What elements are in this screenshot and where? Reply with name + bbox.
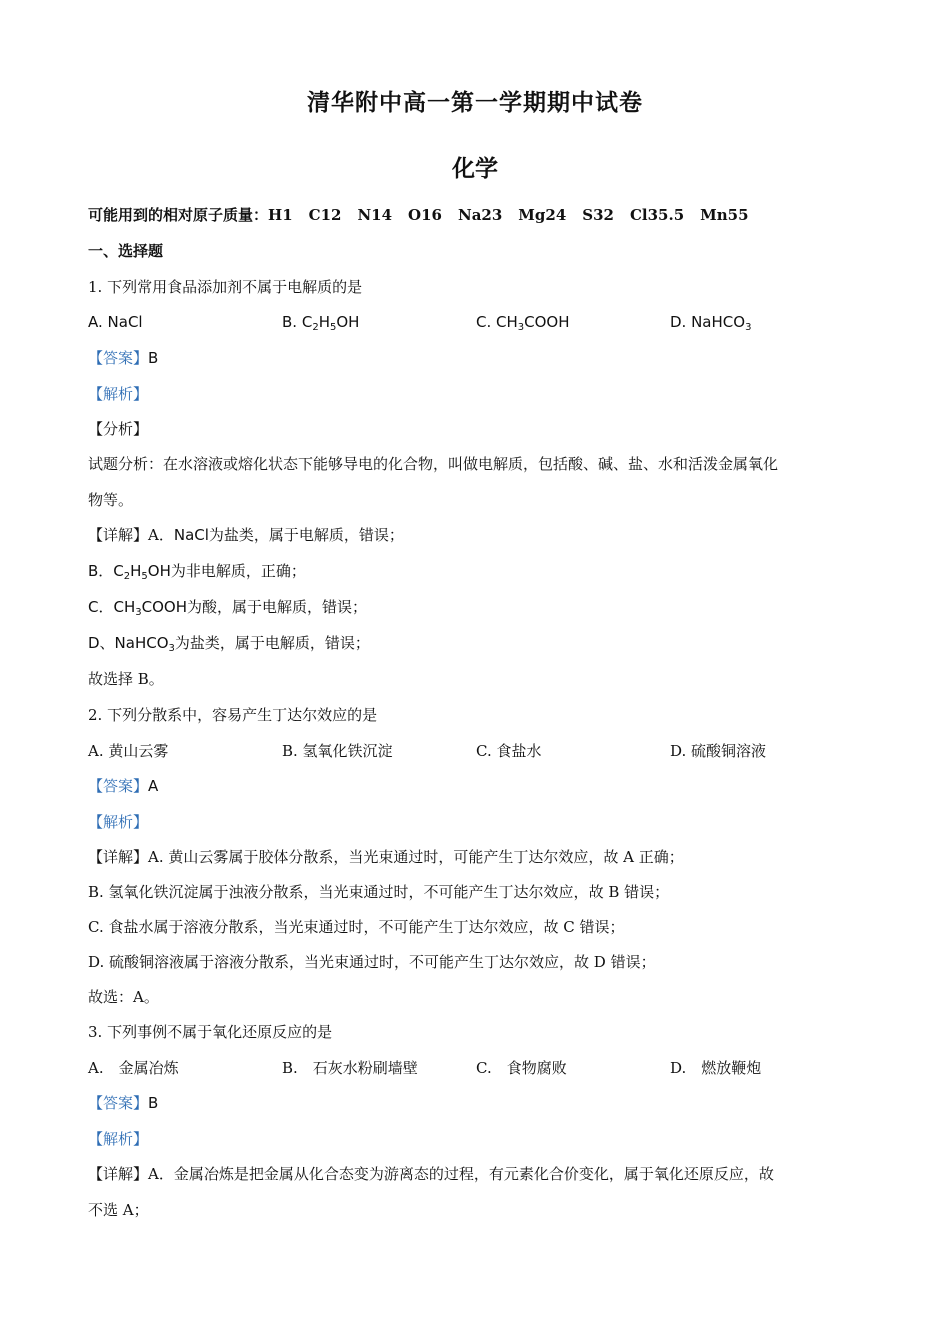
q1-stem: 1. 下列常用食品添加剂不属于电解质的是 <box>88 278 363 296</box>
mass-item: Na23 <box>457 206 503 224</box>
q1-answer <box>88 348 158 368</box>
q1-detail-d: D、NaHCO$_3$为盐类，属于电解质，错误； <box>88 634 370 654</box>
q1-detail-c: C．$CH_3COOH$为酸，属于电解质，错误； <box>88 598 367 618</box>
q2-detail-b: B. 氢氧化铁沉淀属于浊液分散系，当光束通过时，不可能产生丁达尔效应，故 B 错误； <box>88 883 670 901</box>
exam-title: 清华附中高一第一学期期中试卷 <box>307 90 643 116</box>
q1-analysis-tag: 【解析】 <box>88 385 149 403</box>
subject-title: 化学 <box>452 156 498 182</box>
q2-analysis-tag: 【解析】 <box>88 813 149 831</box>
q2-detail-c: C. 食盐水属于溶液分散系，当光束通过时，不可能产生丁达尔效应，故 C 错误； <box>88 918 625 936</box>
mass-item: H1 <box>268 206 293 224</box>
q1-fenxi-text-1: 试题分析：在水溶液或熔化状态下能够导电的化合物，叫做电解质，包括酸、碱、盐、水和活泼金属氧化 <box>88 455 779 473</box>
q1-fenxi-tag: 【分析】 <box>88 420 149 438</box>
mass-item: Mg24 <box>518 206 567 224</box>
answer-tag: 【答案】 <box>88 777 149 795</box>
q2-option-c: C. 食盐水 <box>476 742 542 760</box>
q2-option-a: A. 黄山云雾 <box>88 742 169 760</box>
answer-tag: 【答案】 <box>88 1094 149 1112</box>
q1-option-b: B. $C_2H_5OH$ <box>282 313 360 333</box>
q1-conclusion: 故选择 B。 <box>88 670 164 688</box>
q2-detail-a: 【详解】A. 黄山云雾属于胶体分散系，当光束通过时，可能产生丁达尔效应，故 A 正确； <box>88 848 684 866</box>
q3-option-d: D. 燃放鞭炮 <box>670 1059 762 1077</box>
q2-option-d: D. 硫酸铜溶液 <box>670 742 767 760</box>
q1-option-d: D. NaHCO$_3$ <box>670 313 752 333</box>
answer-tag: 【答案】 <box>88 349 149 367</box>
section-title: 一、选择题 <box>88 242 164 260</box>
q3-detail-a-2: 不选 A； <box>88 1201 149 1219</box>
q1-detail-a: 【详解】A．NaCl为盐类，属于电解质，错误； <box>88 526 404 544</box>
mass-item: C12 <box>308 206 342 224</box>
mass-item: O16 <box>408 206 442 224</box>
answer-value: A <box>148 777 159 795</box>
q3-option-c: C. 食物腐败 <box>476 1059 567 1077</box>
q1-detail-b: B．$C_2H_5OH$为非电解质，正确； <box>88 562 306 582</box>
q3-option-b: B. 石灰水粉刷墙壁 <box>282 1059 418 1077</box>
q2-answer <box>88 776 158 796</box>
q2-conclusion: 故选：A。 <box>88 988 159 1006</box>
q2-option-b: B. 氢氧化铁沉淀 <box>282 742 393 760</box>
q3-analysis-tag: 【解析】 <box>88 1130 149 1148</box>
q1-option-c: C. $CH_3COOH$ <box>476 313 570 333</box>
q2-detail-d: D. 硫酸铜溶液属于溶液分散系，当光束通过时，不可能产生丁达尔效应，故 D 错误； <box>88 953 656 971</box>
atomic-mass-label: 可能用到的相对原子质量： <box>88 206 269 224</box>
answer-value: B <box>148 349 159 367</box>
mass-item: Mn55 <box>700 206 749 224</box>
mass-item: S32 <box>582 206 614 224</box>
q1-option-a: A. NaCl <box>88 313 143 331</box>
q3-answer <box>88 1093 158 1113</box>
q2-stem: 2. 下列分散系中，容易产生丁达尔效应的是 <box>88 706 378 724</box>
atomic-mass-line <box>88 205 765 225</box>
q3-detail-a-1: 【详解】A．金属冶炼是把金属从化合态变为游离态的过程，有元素化合价变化，属于氧化还原反应，故 <box>88 1165 774 1183</box>
mass-item: Cl35.5 <box>629 206 685 224</box>
q3-option-a: A. 金属冶炼 <box>88 1059 179 1077</box>
answer-value: B <box>148 1094 159 1112</box>
mass-item: N14 <box>357 206 393 224</box>
q3-stem: 3. 下列事例不属于氧化还原反应的是 <box>88 1023 333 1041</box>
q1-fenxi-text-2: 物等。 <box>88 491 134 509</box>
